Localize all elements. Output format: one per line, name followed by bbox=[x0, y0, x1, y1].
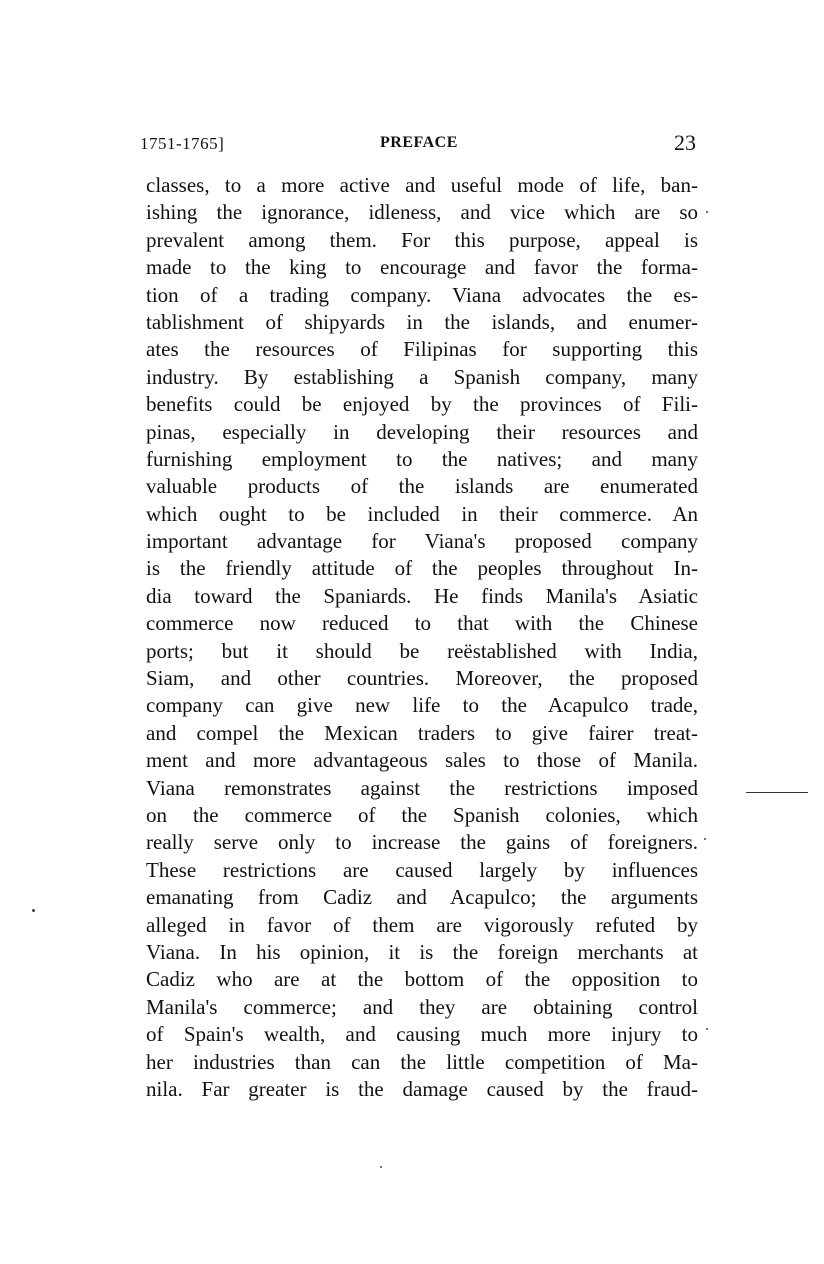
text-line: which ought to be included in their commerce. An bbox=[146, 501, 698, 526]
text-line: benefits could be enjoyed by the provinces of Fili- bbox=[146, 392, 698, 417]
text-line: ment and more advantageous sales to those of Manila. bbox=[146, 748, 698, 773]
text-line: Siam, and other countries. Moreover, the proposed bbox=[146, 666, 698, 691]
text-line: her industries than can the little competition of Ma- bbox=[146, 1049, 698, 1074]
text-line: These restrictions are caused largely by influences bbox=[146, 857, 698, 882]
running-head-title: PREFACE bbox=[380, 134, 458, 151]
text-line: furnishing employment to the natives; and many bbox=[146, 446, 698, 471]
running-head bbox=[140, 132, 696, 156]
text-line: tion of a trading company. Viana advocates the es- bbox=[146, 282, 698, 307]
text-line: and compel the Mexican traders to give fairer treat- bbox=[146, 720, 698, 745]
text-line: valuable products of the islands are enumerated bbox=[146, 474, 698, 499]
text-line: Manila's commerce; and they are obtaining control bbox=[146, 994, 698, 1019]
text-line: dia toward the Spaniards. He finds Manila's Asiatic bbox=[146, 583, 698, 608]
text-line: is the friendly attitude of the peoples throughout In- bbox=[146, 556, 698, 581]
text-line: Cadiz who are at the bottom of the opposition to bbox=[146, 967, 698, 992]
scan-speck bbox=[380, 1166, 382, 1168]
running-head-date-range: 1751-1765] bbox=[140, 134, 225, 153]
text-line: alleged in favor of them are vigorously refuted by bbox=[146, 912, 698, 937]
text-line: really serve only to increase the gains of foreigners. bbox=[146, 830, 698, 855]
scan-speck bbox=[704, 838, 706, 840]
text-line: pinas, especially in developing their resources and bbox=[146, 419, 698, 444]
scan-speck bbox=[706, 211, 708, 213]
text-line: industry. By establishing a Spanish company, many bbox=[146, 364, 698, 389]
scan-speck bbox=[32, 909, 35, 912]
text-line: Viana. In his opinion, it is the foreign merchants at bbox=[146, 939, 698, 964]
text-line: on the commerce of the Spanish colonies, which bbox=[146, 802, 698, 827]
body-text bbox=[146, 172, 698, 1103]
text-line: nila. Far greater is the damage caused by the fraud- bbox=[146, 1076, 698, 1101]
text-line: tablishment of shipyards in the islands, and enumer- bbox=[146, 309, 698, 334]
text-line: important advantage for Viana's proposed company bbox=[146, 529, 698, 554]
page-number: 23 bbox=[674, 130, 696, 155]
text-line: Viana remonstrates against the restrictions imposed bbox=[146, 775, 698, 800]
text-line: classes, to a more active and useful mode of life, ban- bbox=[146, 173, 698, 197]
text-line: ishing the ignorance, idleness, and vice which are so bbox=[146, 200, 698, 225]
text-line: ports; but it should be reëstablished with India, bbox=[146, 638, 698, 663]
text-line: made to the king to encourage and favor the forma- bbox=[146, 255, 698, 280]
text-line: commerce now reduced to that with the Chinese bbox=[146, 611, 698, 636]
text-line: company can give new life to the Acapulco trade, bbox=[146, 693, 698, 718]
text-line: ates the resources of Filipinas for supporting this bbox=[146, 337, 698, 362]
margin-rule bbox=[746, 792, 808, 793]
text-line: of Spain's wealth, and causing much more injury to bbox=[146, 1022, 698, 1047]
scan-speck bbox=[706, 1028, 708, 1030]
text-line: emanating from Cadiz and Acapulco; the arguments bbox=[146, 885, 698, 910]
text-line: prevalent among them. For this purpose, appeal is bbox=[146, 227, 698, 252]
